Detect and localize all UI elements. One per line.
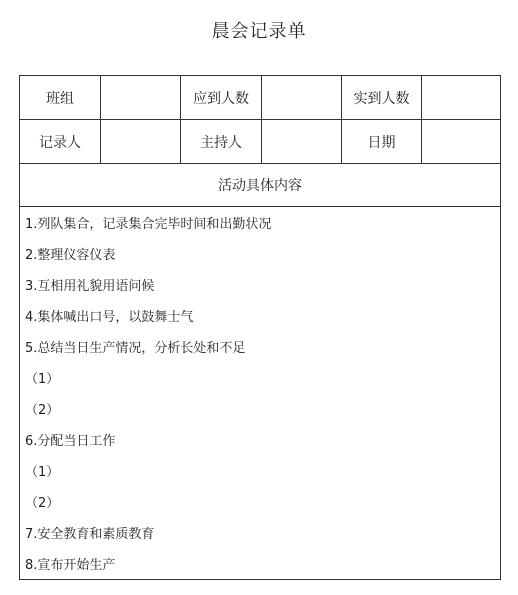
activity-list — [20, 207, 500, 579]
document-title: 晨会记录单 — [211, 21, 307, 42]
label-host: 主持人 — [181, 120, 262, 163]
list-item: 7.安全教育和素质教育 — [25, 527, 155, 542]
list-item: 2.整理仪容仪表 — [25, 248, 116, 263]
value-actual-count[interactable] — [422, 76, 500, 119]
list-item: 5.总结当日生产情况，分析长处和不足 — [25, 341, 246, 356]
value-team[interactable] — [101, 76, 181, 119]
list-item: （1） — [25, 465, 60, 480]
value-date[interactable] — [422, 120, 500, 163]
list-item: 6.分配当日工作 — [25, 434, 116, 449]
table-row — [20, 120, 500, 164]
label-recorder: 记录人 — [20, 120, 101, 163]
list-item: （2） — [25, 496, 60, 511]
label-actual-count: 实到人数 — [342, 76, 422, 119]
list-item: 4.集体喊出口号，以鼓舞士气 — [25, 310, 194, 325]
label-team: 班组 — [20, 76, 101, 119]
record-table — [19, 75, 501, 580]
value-expected-count[interactable] — [262, 76, 342, 119]
value-host[interactable] — [262, 120, 342, 163]
list-item: （2） — [25, 403, 60, 418]
value-recorder[interactable] — [101, 120, 181, 163]
label-expected-count: 应到人数 — [181, 76, 262, 119]
list-item: （1） — [25, 372, 60, 387]
list-item: 8.宣布开始生产 — [25, 558, 116, 573]
list-item: 3.互相用礼貌用语问候 — [25, 279, 155, 294]
table-row — [20, 76, 500, 120]
section-title: 活动具体内容 — [20, 164, 500, 207]
list-item: 1.列队集合，记录集合完毕时间和出勤状况 — [25, 217, 272, 232]
label-date: 日期 — [342, 120, 422, 163]
